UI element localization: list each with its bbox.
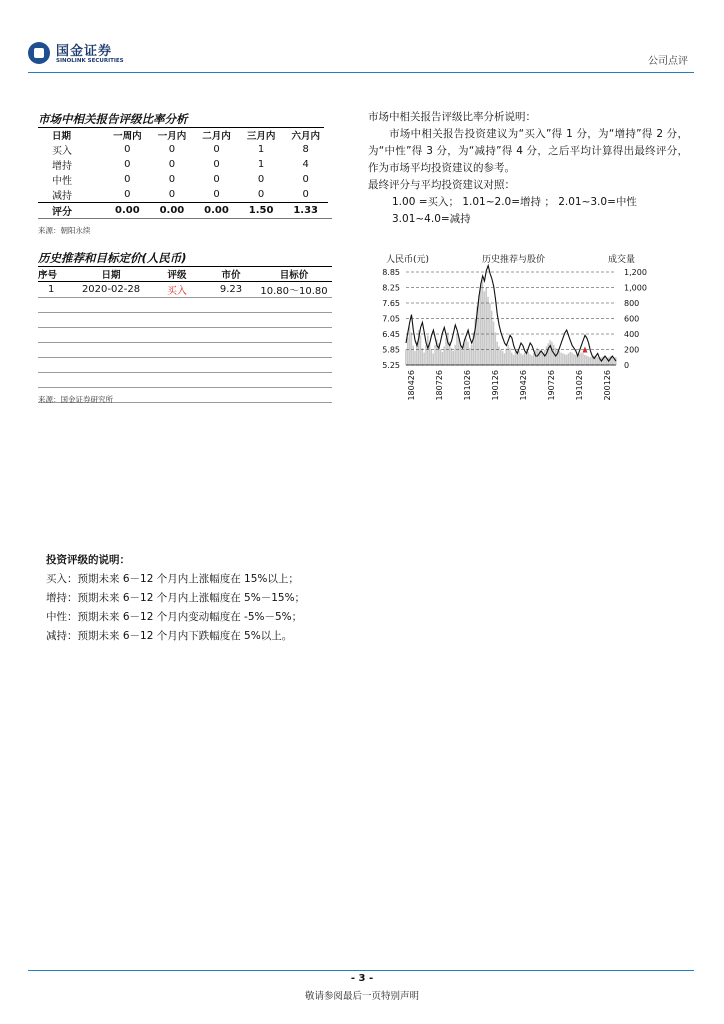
history-source: 来源：国金证券研究所 (38, 395, 113, 404)
history-cell-target: 10.80～10.80 (256, 282, 332, 298)
volume-bar (531, 356, 533, 365)
volume-bar (584, 355, 586, 365)
volume-bar (495, 332, 497, 365)
volume-bar (564, 354, 566, 365)
chart-title: 历史推荐与股价 (482, 255, 546, 265)
volume-bar (451, 348, 453, 365)
volume-axis-ticks (624, 268, 647, 370)
rating-cell: 0 (257, 174, 265, 185)
volume-bar (432, 353, 434, 365)
volume-bar (551, 342, 553, 365)
volume-bar (484, 291, 486, 365)
rating-cell: 0 (124, 144, 131, 155)
invest-note-line: 减持：预期未来 6－12 个月内下跌幅度在 5%以上。 (46, 630, 293, 642)
date-axis-ticks (407, 370, 612, 401)
history-cell-rating: 买入 (148, 282, 206, 298)
volume-bar (560, 353, 562, 365)
volume-bar (480, 284, 482, 365)
volume-bar (507, 345, 509, 365)
volume-tick-label: 1,000 (624, 283, 647, 293)
footer-disclaimer-note: 敬请参阅最后一页特别声明 (304, 991, 419, 1002)
rating-row-underweight (38, 187, 328, 203)
volume-bar (568, 353, 570, 365)
table-row (38, 328, 332, 343)
rating-cell: 0 (213, 189, 220, 200)
volume-bar (579, 354, 581, 365)
table-row (38, 298, 332, 313)
explain-body: 市场中相关报告投资建议为“买入”得 1 分，为“增持”得 2 分，为“中性”得 3 分，为“减持”得 4 分，之后平均计算得出最终评分，作为市场平均投资建议的参考。 (368, 128, 688, 174)
volume-bar (460, 346, 462, 365)
invest-note-line: 买入：预期未来 6－12 个月内上涨幅度在 15%以上； (46, 573, 299, 585)
price-line (406, 266, 616, 362)
volume-bar (502, 351, 504, 365)
price-tick-label: 5.25 (382, 361, 400, 370)
price-line-series (406, 266, 616, 362)
volume-bar (511, 353, 513, 365)
volume-bar (569, 352, 571, 365)
volume-tick-label: 600 (624, 314, 640, 324)
volume-bar (454, 345, 456, 365)
volume-bar (540, 352, 542, 365)
volume-bar (464, 343, 466, 365)
volume-bar (590, 357, 592, 365)
volume-bar (571, 353, 573, 365)
history-col-date: 日期 (101, 270, 121, 281)
volume-bar (491, 311, 493, 365)
volume-bar (515, 352, 517, 365)
volume-bar (482, 280, 484, 365)
volume-bar (506, 349, 508, 365)
volume-bar (582, 353, 584, 365)
logo-text-en: SINOLINK SECURITIES (56, 58, 124, 64)
volume-bar (518, 351, 520, 365)
header-divider (28, 72, 694, 73)
volume-bar (548, 343, 550, 365)
logo-text-cn: 国金证券 (56, 44, 113, 59)
price-tick-label: 5.85 (382, 345, 400, 355)
volume-tick-label: 800 (624, 299, 640, 308)
rating-cell: 0.00 (105, 203, 150, 219)
table-row (38, 343, 332, 358)
table-row (38, 373, 332, 388)
volume-bar (414, 351, 416, 365)
rating-cell: 8 (302, 144, 309, 155)
rating-cell: 0 (168, 189, 176, 200)
volume-bar (562, 353, 564, 365)
volume-bar (469, 348, 471, 365)
volume-bar (513, 355, 515, 365)
rating-col-2month: 二月内 (202, 130, 231, 142)
rating-section-title: 市场中相关报告评级比率分析 (38, 112, 188, 126)
volume-tick-label: 200 (624, 345, 640, 355)
rating-cell: 0.00 (150, 203, 195, 219)
volume-bar (527, 352, 529, 365)
explain-mapping-line1: 1.00 =买入； 1.01~2.0=增持 ； 2.01~3.0=中性 (392, 196, 637, 208)
history-cell-date: 2020-02-28 (74, 282, 148, 298)
volume-bar (405, 350, 407, 366)
volume-bar (558, 351, 560, 365)
rating-table-header (38, 127, 328, 142)
volume-bar (445, 338, 447, 365)
price-tick-label: 8.85 (382, 268, 400, 277)
rating-cell: 0 (213, 159, 220, 170)
volume-bar (412, 346, 414, 365)
explain-mapping-line2: 3.01~4.0=减持 (392, 213, 471, 225)
price-tick-label: 7.65 (382, 299, 400, 308)
rating-col-date: 日期 (52, 130, 72, 142)
volume-bar (434, 345, 436, 365)
volume-bar (489, 303, 491, 365)
rating-cell: 0 (168, 159, 176, 170)
rating-row-label: 评分 (38, 203, 105, 219)
volume-bar (407, 338, 409, 365)
volume-bar (509, 348, 511, 365)
volume-bar (496, 342, 498, 365)
volume-bar (522, 355, 524, 365)
rating-table (38, 127, 328, 218)
volume-bar (520, 353, 522, 365)
investment-rating-note (46, 551, 305, 646)
rating-col-6month: 六月内 (291, 130, 320, 142)
volume-bar (442, 352, 444, 365)
explain-mapping-title: 最终评分与平均投资建议对照： (368, 179, 515, 191)
rating-cell: 0.00 (194, 203, 239, 219)
rating-source: 来源：朝阳永续 (38, 226, 91, 235)
rating-cell: 1.33 (283, 203, 328, 219)
volume-bar (462, 350, 464, 365)
rating-cell: 1 (257, 144, 265, 155)
date-tick-label: 180726 (435, 370, 444, 401)
history-section-title: 历史推荐和目标定价(人民币) (38, 251, 187, 265)
volume-bar (544, 350, 546, 365)
volume-bar (423, 353, 425, 365)
table-row (38, 282, 332, 298)
price-tick-label: 8.25 (382, 283, 400, 293)
rating-row-label: 中性 (52, 176, 72, 187)
rating-cell: 0 (168, 174, 176, 185)
date-tick-label: 181026 (463, 370, 472, 401)
rating-cell: 0 (124, 174, 131, 185)
volume-bar (538, 350, 540, 366)
volume-bar (500, 350, 502, 366)
volume-bar (447, 332, 449, 365)
date-tick-label: 190426 (519, 370, 528, 401)
volume-bar (443, 346, 445, 365)
table-row (38, 313, 332, 328)
volume-bar (465, 339, 467, 365)
table-row (38, 358, 332, 373)
rating-col-month: 一月内 (157, 130, 187, 142)
rating-row-overweight (38, 157, 328, 172)
rating-row-label: 减持 (52, 191, 72, 202)
rating-cell: 0 (213, 174, 220, 185)
volume-bar (586, 356, 588, 365)
rating-cell: 0 (302, 189, 309, 200)
history-cell-no: 1 (38, 282, 74, 298)
logo-emblem-icon (28, 42, 50, 64)
rating-explanation (368, 109, 688, 228)
volume-bar (471, 345, 473, 365)
rating-row-label: 增持 (52, 161, 72, 172)
volume-bar (485, 288, 487, 366)
rating-table-bottom-rule (38, 218, 332, 219)
report-type: 公司点评 (648, 56, 688, 67)
rating-cell: 0 (168, 144, 176, 155)
volume-bar (504, 353, 506, 365)
company-logo (28, 40, 138, 70)
rating-cell: 0 (124, 189, 131, 200)
rating-col-week: 一周内 (113, 130, 142, 142)
volume-bar (487, 297, 489, 365)
volume-bar (427, 336, 429, 365)
volume-bar (524, 353, 526, 365)
volume-tick-label: 0 (624, 361, 630, 370)
rating-col-3month: 三月内 (246, 130, 276, 142)
volume-bar (422, 348, 424, 365)
volume-bar (420, 336, 422, 365)
volume-bar (549, 340, 551, 365)
volume-bar (611, 357, 613, 365)
volume-bar (498, 346, 500, 365)
volume-bar (409, 326, 411, 365)
invest-note-line: 增持：预期未来 6－12 个月内上涨幅度在 5%－15%； (46, 592, 306, 604)
volume-bar (453, 351, 455, 365)
volume-bar (566, 355, 568, 365)
price-history-chart (360, 250, 670, 410)
volume-bar (533, 353, 535, 365)
volume-bar (440, 350, 442, 366)
price-tick-label: 7.05 (382, 314, 400, 324)
volume-tick-label: 400 (624, 330, 640, 339)
volume-bar (529, 354, 531, 365)
history-col-no: 序号 (38, 270, 58, 281)
volume-bar (546, 346, 548, 365)
invest-note-line: 中性：预期未来 6－12 个月内变动幅度在 -5%－5%； (46, 611, 303, 623)
history-table-header (38, 267, 332, 282)
rating-row-neutral (38, 172, 328, 187)
date-tick-label: 190726 (547, 370, 556, 401)
explain-title: 市场中相关报告评级比率分析说明： (368, 111, 536, 123)
rating-cell: 1 (257, 159, 265, 170)
volume-bar (411, 332, 413, 365)
volume-bar (580, 353, 582, 365)
chart-right-axis-label: 成交量 (608, 255, 636, 265)
date-tick-label: 191026 (575, 370, 584, 401)
price-tick-label: 6.45 (382, 330, 400, 339)
footer-divider (28, 970, 694, 971)
volume-bar (597, 357, 599, 365)
volume-bar (425, 346, 427, 365)
history-cell-price: 9.23 (206, 282, 256, 298)
history-col-price: 市价 (221, 270, 241, 281)
rating-cell: 1.50 (239, 203, 284, 219)
invest-note-title: 投资评级的说明： (46, 554, 130, 566)
history-table (38, 267, 332, 403)
date-tick-label: 190126 (491, 370, 500, 401)
volume-bar (431, 350, 433, 366)
rating-cell: 0 (213, 144, 220, 155)
date-tick-label: 180426 (407, 370, 416, 401)
rating-cell: 0 (124, 159, 131, 170)
volume-bar (604, 357, 606, 365)
volume-bar (588, 356, 590, 365)
price-axis-ticks (382, 268, 400, 370)
rating-cell: 4 (302, 159, 309, 170)
volume-bar (467, 342, 469, 365)
volume-bar (493, 322, 495, 365)
volume-bar (542, 353, 544, 365)
rating-row-label: 买入 (52, 146, 72, 157)
rating-cell: 0 (302, 174, 309, 185)
volume-tick-label: 1,200 (624, 268, 647, 277)
history-col-rating: 评级 (167, 270, 187, 281)
rating-row-buy (38, 142, 328, 157)
chart-left-axis-label: 人民币(元) (386, 255, 430, 265)
rating-cell: 0 (257, 189, 265, 200)
date-tick-label: 200126 (603, 370, 612, 401)
page-number: - 3 - (350, 973, 374, 984)
volume-bar (575, 355, 577, 365)
volume-bar (573, 354, 575, 365)
rating-row-score (38, 203, 328, 219)
history-col-target: 目标价 (279, 270, 309, 281)
volume-bar (591, 356, 593, 365)
volume-bar (577, 356, 579, 365)
